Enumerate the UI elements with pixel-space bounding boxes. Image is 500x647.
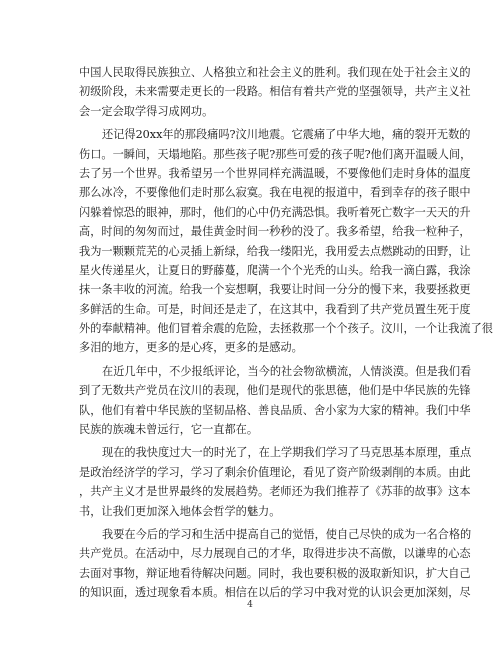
text-line: 高，时间的匆匆而过，最佳黄金时间一秒秒的没了。我多希望，给我一粒种子， xyxy=(79,225,471,239)
text-line: 多鲜活的生命。可是，时间还是走了，在这其中，我看到了共产党员置生死于度 xyxy=(79,302,471,316)
paragraph xyxy=(79,63,471,121)
paragraph xyxy=(79,362,472,440)
text-line: 去了另一个世界。我希望另一个世界同样充满温暖，不要像他们走时身体的温度 xyxy=(79,166,471,180)
paragraph xyxy=(79,125,493,358)
text-line: 抹一条丰收的河流。给我一个妄想啊，我要让时间一分分的慢下来，我要拯救更 xyxy=(79,283,471,297)
text-line: 外的奉献精神。他们冒着余震的危险，去拯救那一个个孩子。汶川，一个让我流了很 xyxy=(79,322,493,336)
text-line: 书，让我们更加深入地体会哲学的魅力。 xyxy=(79,504,281,518)
text-line: 多泪的地方，更多的是心疼，更多的是感动。 xyxy=(79,341,303,355)
text-line: 中国人民取得民族独立、人格独立和社会主义的胜利。我们现在处于社会主义的 xyxy=(79,66,471,79)
document-body xyxy=(79,63,493,603)
text-line: 还记得20xx年的那段痛吗?汶川地震。它震痛了中华大地，痛的裂开无数的 xyxy=(102,128,471,142)
text-line: 现在的我快度过大一的时光了，在上学期我们学习了马克思基本原理，重点 xyxy=(102,446,472,460)
page-number: 4 xyxy=(247,600,253,610)
text-line: ，共产主义才是世界最终的发展趋势。老师还为我们推荐了《苏菲的故事》这本 xyxy=(79,485,471,499)
text-line: 闪躲着惊恐的眼神，那时，他们的心中仍充满恐惧。我听着死亡数字一天天的升 xyxy=(79,205,471,219)
text-line: 我要在今后的学习和生活中提高自己的觉悟，使自己尽快的成为一名合格的 xyxy=(102,527,472,541)
text-line: 民族的族魂未曾远行，它一直都在。 xyxy=(79,423,259,437)
text-line: 队，他们有着中华民族的坚韧品格、善良品质、舍小家为大家的精神。我们中华 xyxy=(79,403,471,417)
text-line: 共产党员。在活动中，尽力展现自己的才华，取得进步决不高傲，以谦卑的心态 xyxy=(79,547,471,561)
text-line: 到了无数共产党员在汶川的表现，他们是现代的张思德，他们是中华民族的先锋 xyxy=(79,384,471,398)
text-line: 初级阶段，未来需要走更长的一段路。相信有着共产党的坚强领导，共产主义社 xyxy=(79,85,471,99)
text-line: 那么冰冷，不要像他们走时那么寂寞。我在电视的报道中，看到幸存的孩子眼中 xyxy=(79,186,471,200)
text-line: 在近几年中，不少报纸评论，当今的社会物欲横流，人情淡漠。但是我们看 xyxy=(102,364,472,378)
text-line: 的知识面，透过现象看本质。相信在以后的学习中我对党的认识会更加深刻，尽 xyxy=(79,586,471,600)
paragraph xyxy=(79,525,472,603)
text-line: 伤口。一瞬间，天塌地陷。那些孩子呢?那些可爱的孩子呢?他们离开温暖人间， xyxy=(79,147,472,161)
text-line: 星火传递星火，让夏日的野藤蔓，爬满一个个光秃的山头。给我一滴白露，我涂 xyxy=(79,263,471,277)
text-line: 我为一颗颗荒芜的心灵插上新绿，给我一缕阳光，我用爱去点燃跳动的田野，让 xyxy=(79,244,471,258)
text-line: 去面对事物，辩证地看待解决问题。同时，我也要积极的汲取新知识，扩大自己 xyxy=(79,566,471,580)
text-line: 是政治经济学的学习，学习了剩余价值理论，看见了资产阶级剥削的本质。由此 xyxy=(79,465,471,479)
text-line: 会一定会取学得习成网功。 xyxy=(79,104,214,118)
paragraph xyxy=(79,443,472,521)
